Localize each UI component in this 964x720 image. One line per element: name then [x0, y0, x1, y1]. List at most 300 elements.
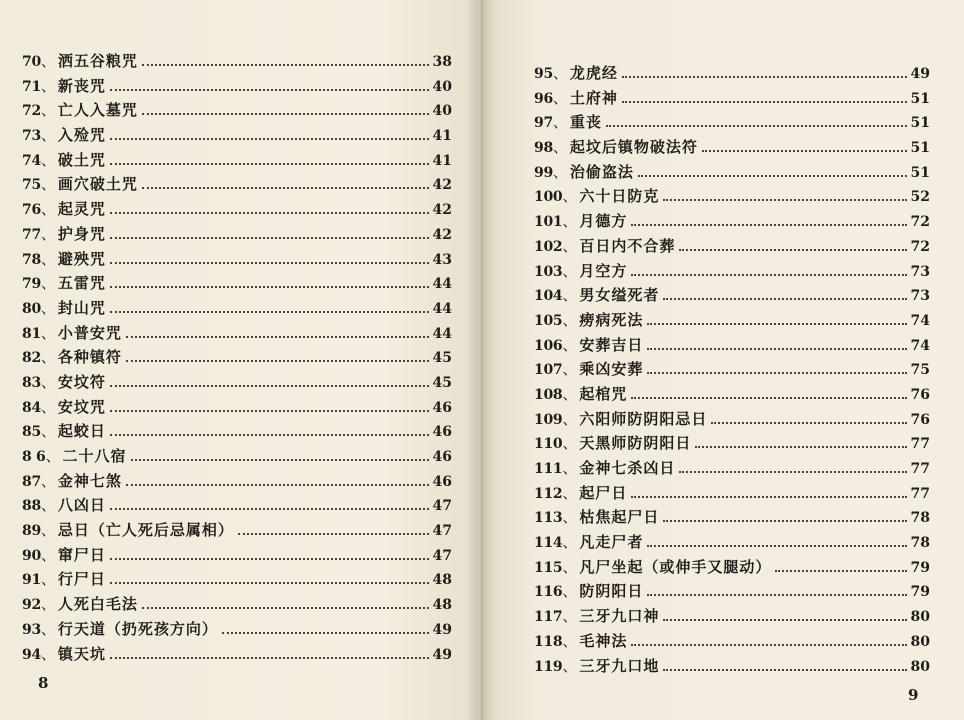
toc-entry-number: 119	[534, 658, 563, 675]
toc-entry-number: 70	[22, 54, 41, 70]
toc-entry-separator: 、	[40, 372, 56, 391]
toc-entry[interactable]	[534, 431, 930, 456]
toc-entry-title: 五雷咒	[57, 274, 106, 293]
toc-entry-number: 87	[22, 473, 41, 490]
toc-entry-page: 38	[432, 54, 452, 70]
toc-entry-title: 毛神法	[579, 631, 628, 650]
toc-entry-separator: 、	[40, 570, 56, 589]
toc-entry-number: 111	[534, 461, 563, 477]
dot-leader	[647, 594, 906, 596]
toc-entry-title: 安葬吉日	[579, 335, 644, 354]
toc-entry-number: 78	[22, 251, 41, 268]
book-gutter	[466, 0, 496, 720]
dot-leader	[110, 237, 429, 239]
toc-entry-page: 74	[910, 312, 930, 329]
toc-entry-title: 亡人入墓咒	[57, 101, 138, 120]
toc-entry[interactable]	[22, 123, 452, 148]
dot-leader	[110, 582, 429, 584]
toc-entry-page: 76	[910, 386, 930, 403]
toc-entry[interactable]	[534, 654, 930, 679]
toc-entry-title: 安坟符	[57, 372, 106, 391]
toc-entry[interactable]	[22, 172, 452, 197]
toc-entry-separator: 、	[40, 274, 56, 293]
dot-leader	[110, 138, 429, 140]
toc-entry-title: 各种镇符	[57, 348, 122, 367]
dot-leader	[142, 187, 429, 189]
dot-leader	[142, 607, 429, 609]
toc-entry-page: 79	[910, 584, 930, 601]
toc-entry[interactable]	[534, 110, 930, 135]
toc-entry-title: 重丧	[569, 113, 602, 132]
toc-entry-page: 74	[910, 337, 930, 354]
toc-entry[interactable]	[534, 86, 930, 111]
dot-leader	[647, 545, 906, 547]
toc-entry-number: 77	[22, 226, 41, 243]
toc-entry-page: 43	[432, 251, 452, 268]
toc-entry[interactable]	[22, 74, 452, 99]
toc-entry-title: 行尸日	[57, 570, 106, 589]
toc-entry[interactable]	[22, 518, 452, 543]
dot-leader	[110, 410, 429, 412]
toc-entry-number: 117	[534, 609, 563, 626]
toc-entry-page: 78	[910, 535, 930, 552]
toc-entry-title: 三牙九口神	[579, 607, 660, 626]
left-page-number: 8	[38, 674, 49, 692]
toc-entry-page: 80	[910, 658, 930, 675]
toc-entry-separator: 、	[40, 545, 56, 564]
toc-entry-page: 40	[432, 103, 452, 120]
toc-entry-title: 痨病死法	[579, 310, 644, 329]
toc-entry-separator: 、	[562, 607, 578, 626]
toc-entry-number: 103	[534, 263, 563, 280]
toc-entry-title: 破土咒	[57, 150, 106, 169]
toc-entry-page: 49	[432, 646, 452, 663]
toc-entry-page: 73	[910, 288, 930, 305]
toc-entry-page: 51	[910, 140, 930, 157]
toc-entry-separator: 、	[40, 422, 56, 441]
toc-entry-separator: 、	[40, 471, 56, 490]
toc-entry-number: 74	[22, 152, 41, 169]
toc-entry[interactable]	[22, 49, 452, 74]
toc-entry-page: 51	[910, 90, 930, 107]
toc-entry-number: 92	[22, 597, 41, 614]
right-page-number: 9	[908, 686, 919, 704]
toc-entry-number: 98	[534, 140, 553, 157]
dot-leader	[622, 101, 907, 103]
toc-entry[interactable]	[22, 98, 452, 123]
toc-entry[interactable]	[22, 444, 452, 469]
toc-entry-separator: 、	[562, 557, 578, 576]
toc-entry-separator: 、	[562, 631, 578, 650]
toc-entry[interactable]	[534, 283, 930, 308]
toc-entry-number: 75	[22, 177, 41, 194]
toc-entry-title: 起尸日	[579, 483, 628, 502]
dot-leader	[631, 496, 906, 498]
toc-entry-number: 89	[22, 523, 41, 540]
toc-entry-page: 46	[432, 449, 452, 465]
toc-entry-number: 94	[22, 646, 41, 663]
toc-entry[interactable]	[22, 469, 452, 494]
dot-leader	[679, 249, 906, 251]
toc-entry[interactable]	[534, 259, 930, 284]
toc-entry[interactable]	[22, 296, 452, 321]
toc-entry-number: 83	[22, 374, 41, 391]
toc-entry-title: 新丧咒	[57, 76, 106, 95]
toc-entry-title: 月空方	[579, 261, 628, 280]
toc-entry-page: 77	[910, 461, 930, 477]
toc-entry[interactable]	[22, 395, 452, 420]
toc-entry-title: 画穴破土咒	[57, 175, 138, 194]
toc-entry-page: 40	[432, 78, 452, 95]
toc-entry-separator: 、	[40, 397, 56, 416]
toc-entry-title: 金神七煞	[57, 471, 122, 490]
toc-entry-page: 44	[432, 276, 452, 293]
toc-entry-number: 76	[22, 202, 41, 219]
toc-entry-title: 六十日防克	[579, 187, 660, 206]
dot-leader	[702, 150, 907, 152]
toc-entry-title: 男女缢死者	[579, 286, 660, 305]
dot-leader	[679, 471, 906, 473]
toc-entry-separator: 、	[552, 138, 568, 157]
toc-entry-title: 避殃咒	[57, 249, 106, 268]
toc-entry-page: 72	[910, 214, 930, 231]
toc-entry-number: 97	[534, 115, 553, 132]
toc-entry[interactable]	[534, 407, 930, 432]
dot-leader	[622, 76, 907, 78]
toc-entry-separator: 、	[40, 52, 56, 70]
dot-leader	[638, 175, 907, 177]
toc-entry-separator: 、	[562, 335, 578, 354]
toc-entry-number: 95	[534, 66, 553, 82]
toc-entry-number: 101	[534, 214, 563, 231]
dot-leader	[775, 570, 906, 572]
toc-entry-page: 77	[910, 485, 930, 502]
toc-entry-number: 107	[534, 362, 563, 379]
toc-entry-separator: 、	[562, 483, 578, 502]
toc-entry-title: 安坟咒	[57, 397, 106, 416]
toc-entry-number: 109	[534, 411, 563, 428]
toc-entry-number: 79	[22, 276, 41, 293]
toc-entry-separator: 、	[40, 200, 56, 219]
toc-entry[interactable]	[22, 148, 452, 173]
toc-entry-page: 42	[432, 202, 452, 219]
toc-entry-number: 93	[22, 621, 41, 638]
toc-entry-title: 起灵咒	[57, 200, 106, 219]
toc-entry[interactable]	[534, 382, 930, 407]
dot-leader	[110, 434, 429, 436]
toc-entry-title: 天黑师防阴阳日	[579, 434, 692, 453]
toc-entry-title: 乘凶安葬	[579, 360, 644, 379]
toc-entry-page: 78	[910, 510, 930, 527]
toc-entry[interactable]	[534, 505, 930, 530]
dot-leader	[142, 113, 429, 115]
toc-entry-page: 46	[432, 399, 452, 416]
toc-entry-title: 起棺咒	[579, 384, 628, 403]
toc-entry-separator: 、	[562, 656, 578, 675]
dot-leader	[647, 372, 906, 374]
toc-entry-title: 防阴阳日	[579, 582, 644, 601]
toc-entry-page: 45	[432, 374, 452, 391]
toc-entry[interactable]	[22, 197, 452, 222]
toc-entry-number: 112	[534, 485, 563, 502]
toc-entry[interactable]	[22, 617, 452, 642]
toc-entry-page: 47	[432, 498, 452, 515]
toc-entry-number: 96	[534, 90, 553, 107]
toc-entry-title: 护身咒	[57, 224, 106, 243]
toc-entry-separator: 、	[40, 175, 56, 194]
toc-entry[interactable]	[22, 592, 452, 617]
toc-entry-page: 79	[910, 559, 930, 576]
dot-leader	[631, 397, 906, 399]
toc-entry[interactable]	[534, 579, 930, 604]
toc-entry-separator: 、	[552, 113, 568, 132]
toc-entry[interactable]	[534, 357, 930, 382]
toc-entry-page: 47	[432, 523, 452, 540]
dot-leader	[110, 311, 429, 313]
toc-entry-title: 三牙九口地	[579, 656, 660, 675]
left-toc-list	[22, 49, 452, 666]
toc-entry-separator: 、	[562, 212, 578, 231]
dot-leader	[110, 212, 429, 214]
toc-entry-separator: 、	[45, 447, 61, 465]
toc-entry-separator: 、	[40, 496, 56, 515]
toc-entry-separator: 、	[552, 64, 568, 82]
toc-entry-separator: 、	[40, 101, 56, 120]
dot-leader	[126, 360, 429, 362]
toc-entry-page: 47	[432, 547, 452, 564]
dot-leader	[663, 199, 906, 201]
toc-entry-number: 91	[22, 572, 41, 589]
toc-entry-separator: 、	[562, 582, 578, 601]
toc-entry-number: 8 6	[22, 449, 46, 465]
dot-leader	[110, 558, 429, 560]
toc-entry-title: 土府神	[569, 88, 618, 107]
toc-entry-page: 46	[432, 424, 452, 441]
toc-entry[interactable]	[534, 184, 930, 209]
toc-entry-page: 80	[910, 609, 930, 626]
toc-entry-separator: 、	[562, 187, 578, 206]
toc-entry[interactable]	[22, 642, 452, 667]
toc-entry-title: 窜尸日	[57, 545, 106, 564]
toc-entry-number: 82	[22, 350, 41, 367]
dot-leader	[238, 533, 429, 535]
toc-entry-separator: 、	[562, 384, 578, 403]
toc-entry-page: 41	[432, 152, 452, 169]
dot-leader	[631, 224, 906, 226]
toc-entry-page: 76	[910, 411, 930, 428]
toc-entry[interactable]	[534, 160, 930, 185]
toc-entry-title: 行天道（扔死孩方向）	[57, 619, 218, 638]
toc-entry-number: 115	[534, 559, 563, 576]
toc-entry-separator: 、	[40, 298, 56, 317]
toc-entry-separator: 、	[562, 434, 578, 453]
toc-entry-page: 44	[432, 300, 452, 317]
toc-entry-number: 102	[534, 238, 563, 255]
toc-entry[interactable]	[22, 222, 452, 247]
toc-entry-number: 110	[534, 436, 563, 453]
toc-entry-separator: 、	[40, 521, 56, 540]
toc-entry-page: 42	[432, 177, 452, 194]
toc-entry-separator: 、	[562, 261, 578, 280]
toc-entry-separator: 、	[40, 126, 56, 145]
toc-entry-page: 52	[910, 189, 930, 206]
toc-entry[interactable]	[534, 135, 930, 160]
toc-entry-title: 六阳师防阴阳忌日	[579, 409, 708, 428]
toc-entry-separator: 、	[552, 88, 568, 107]
dot-leader	[663, 669, 906, 671]
toc-entry[interactable]	[22, 543, 452, 568]
dot-leader	[631, 274, 906, 276]
toc-entry-number: 81	[22, 325, 41, 342]
dot-leader	[222, 632, 429, 634]
toc-entry-title: 二十八宿	[62, 447, 127, 465]
dot-leader	[126, 336, 429, 338]
right-toc-list	[534, 61, 930, 678]
toc-entry[interactable]	[534, 234, 930, 259]
toc-entry-page: 51	[910, 115, 930, 132]
toc-entry-separator: 、	[562, 360, 578, 379]
toc-entry[interactable]	[534, 604, 930, 629]
toc-entry[interactable]	[22, 493, 452, 518]
toc-entry-separator: 、	[562, 409, 578, 428]
dot-leader	[110, 657, 429, 659]
toc-entry-page: 80	[910, 633, 930, 650]
toc-entry-title: 起坟后镇物破法符	[569, 138, 698, 157]
toc-entry[interactable]	[534, 456, 930, 481]
toc-entry[interactable]	[22, 321, 452, 346]
toc-entry-page: 44	[432, 325, 452, 342]
toc-entry-title: 人死白毛法	[57, 595, 138, 614]
toc-entry[interactable]	[534, 481, 930, 506]
toc-entry-number: 118	[534, 633, 563, 650]
dot-leader	[663, 619, 906, 621]
toc-entry-page: 51	[910, 164, 930, 181]
toc-entry-number: 106	[534, 337, 563, 354]
dot-leader	[110, 89, 429, 91]
toc-entry-separator: 、	[40, 619, 56, 638]
toc-entry-page: 49	[910, 66, 930, 82]
toc-entry-number: 105	[534, 312, 563, 329]
toc-entry-title: 洒五谷粮咒	[57, 52, 138, 70]
toc-entry-separator: 、	[40, 323, 56, 342]
toc-entry-number: 113	[534, 510, 563, 527]
toc-entry-number: 104	[534, 288, 563, 305]
toc-entry-separator: 、	[40, 595, 56, 614]
toc-entry-number: 84	[22, 399, 41, 416]
dot-leader	[142, 64, 429, 66]
toc-entry-number: 88	[22, 498, 41, 515]
dot-leader	[647, 323, 906, 325]
toc-entry-separator: 、	[40, 224, 56, 243]
toc-entry[interactable]	[534, 61, 930, 86]
toc-entry[interactable]	[22, 567, 452, 592]
toc-entry-title: 治偷盗法	[569, 162, 634, 181]
toc-entry-number: 114	[534, 535, 563, 552]
toc-entry-separator: 、	[40, 644, 56, 663]
toc-entry-title: 封山咒	[57, 298, 106, 317]
dot-leader	[110, 163, 429, 165]
toc-entry-title: 入殓咒	[57, 126, 106, 145]
toc-entry[interactable]	[22, 345, 452, 370]
dot-leader	[131, 459, 429, 461]
toc-entry-number: 116	[534, 584, 563, 601]
dot-leader	[711, 422, 906, 424]
toc-entry-number: 80	[22, 300, 41, 317]
toc-entry-number: 99	[534, 164, 553, 181]
toc-entry[interactable]	[22, 370, 452, 395]
dot-leader	[126, 484, 429, 486]
toc-entry-title: 凡走尸者	[579, 533, 644, 552]
toc-entry-number: 85	[22, 424, 41, 441]
toc-entry-separator: 、	[40, 150, 56, 169]
dot-leader	[606, 125, 907, 127]
toc-entry-page: 73	[910, 263, 930, 280]
toc-entry[interactable]	[22, 247, 452, 272]
toc-entry-separator: 、	[562, 236, 578, 255]
toc-entry-page: 49	[432, 621, 452, 638]
toc-entry-title: 龙虎经	[569, 64, 618, 82]
dot-leader	[110, 385, 429, 387]
toc-entry[interactable]	[534, 530, 930, 555]
toc-entry-separator: 、	[562, 310, 578, 329]
dot-leader	[647, 348, 906, 350]
toc-entry-page: 46	[432, 473, 452, 490]
toc-entry-separator: 、	[562, 533, 578, 552]
toc-entry-title: 八凶日	[57, 496, 106, 515]
toc-entry-number: 100	[534, 189, 563, 206]
toc-entry[interactable]	[534, 333, 930, 358]
toc-entry-title: 月德方	[579, 212, 628, 231]
toc-entry-page: 48	[432, 572, 452, 589]
toc-entry-number: 72	[22, 103, 41, 120]
toc-entry-separator: 、	[40, 249, 56, 268]
toc-entry[interactable]	[534, 308, 930, 333]
toc-entry-title: 凡尸坐起（或伸手又腿动）	[579, 557, 772, 576]
dot-leader	[663, 520, 906, 522]
toc-entry-separator: 、	[40, 76, 56, 95]
toc-entry-separator: 、	[562, 508, 578, 527]
toc-entry[interactable]	[22, 271, 452, 296]
toc-entry-page: 48	[432, 597, 452, 614]
toc-entry-page: 77	[910, 436, 930, 453]
toc-entry-title: 起蛟日	[57, 422, 106, 441]
toc-entry-title: 金神七杀凶日	[579, 459, 676, 477]
toc-entry[interactable]	[534, 629, 930, 654]
toc-entry[interactable]	[534, 209, 930, 234]
dot-leader	[110, 262, 429, 264]
toc-entry-title: 百日内不合葬	[579, 236, 676, 255]
toc-entry-page: 75	[910, 362, 930, 379]
dot-leader	[663, 298, 906, 300]
toc-entry[interactable]	[22, 419, 452, 444]
toc-entry-number: 73	[22, 128, 41, 145]
toc-entry-separator: 、	[562, 459, 578, 477]
toc-entry[interactable]	[534, 555, 930, 580]
toc-entry-page: 72	[910, 238, 930, 255]
toc-entry-title: 忌日（亡人死后忌属相）	[57, 521, 234, 540]
toc-entry-separator: 、	[562, 286, 578, 305]
toc-entry-page: 42	[432, 226, 452, 243]
toc-entry-number: 108	[534, 386, 563, 403]
dot-leader	[631, 644, 906, 646]
toc-entry-number: 90	[22, 547, 41, 564]
toc-entry-separator: 、	[40, 348, 56, 367]
toc-entry-title: 小普安咒	[57, 323, 122, 342]
dot-leader	[110, 508, 429, 510]
toc-entry-page: 45	[432, 350, 452, 367]
toc-entry-title: 枯焦起尸日	[579, 508, 660, 527]
dot-leader	[110, 286, 429, 288]
